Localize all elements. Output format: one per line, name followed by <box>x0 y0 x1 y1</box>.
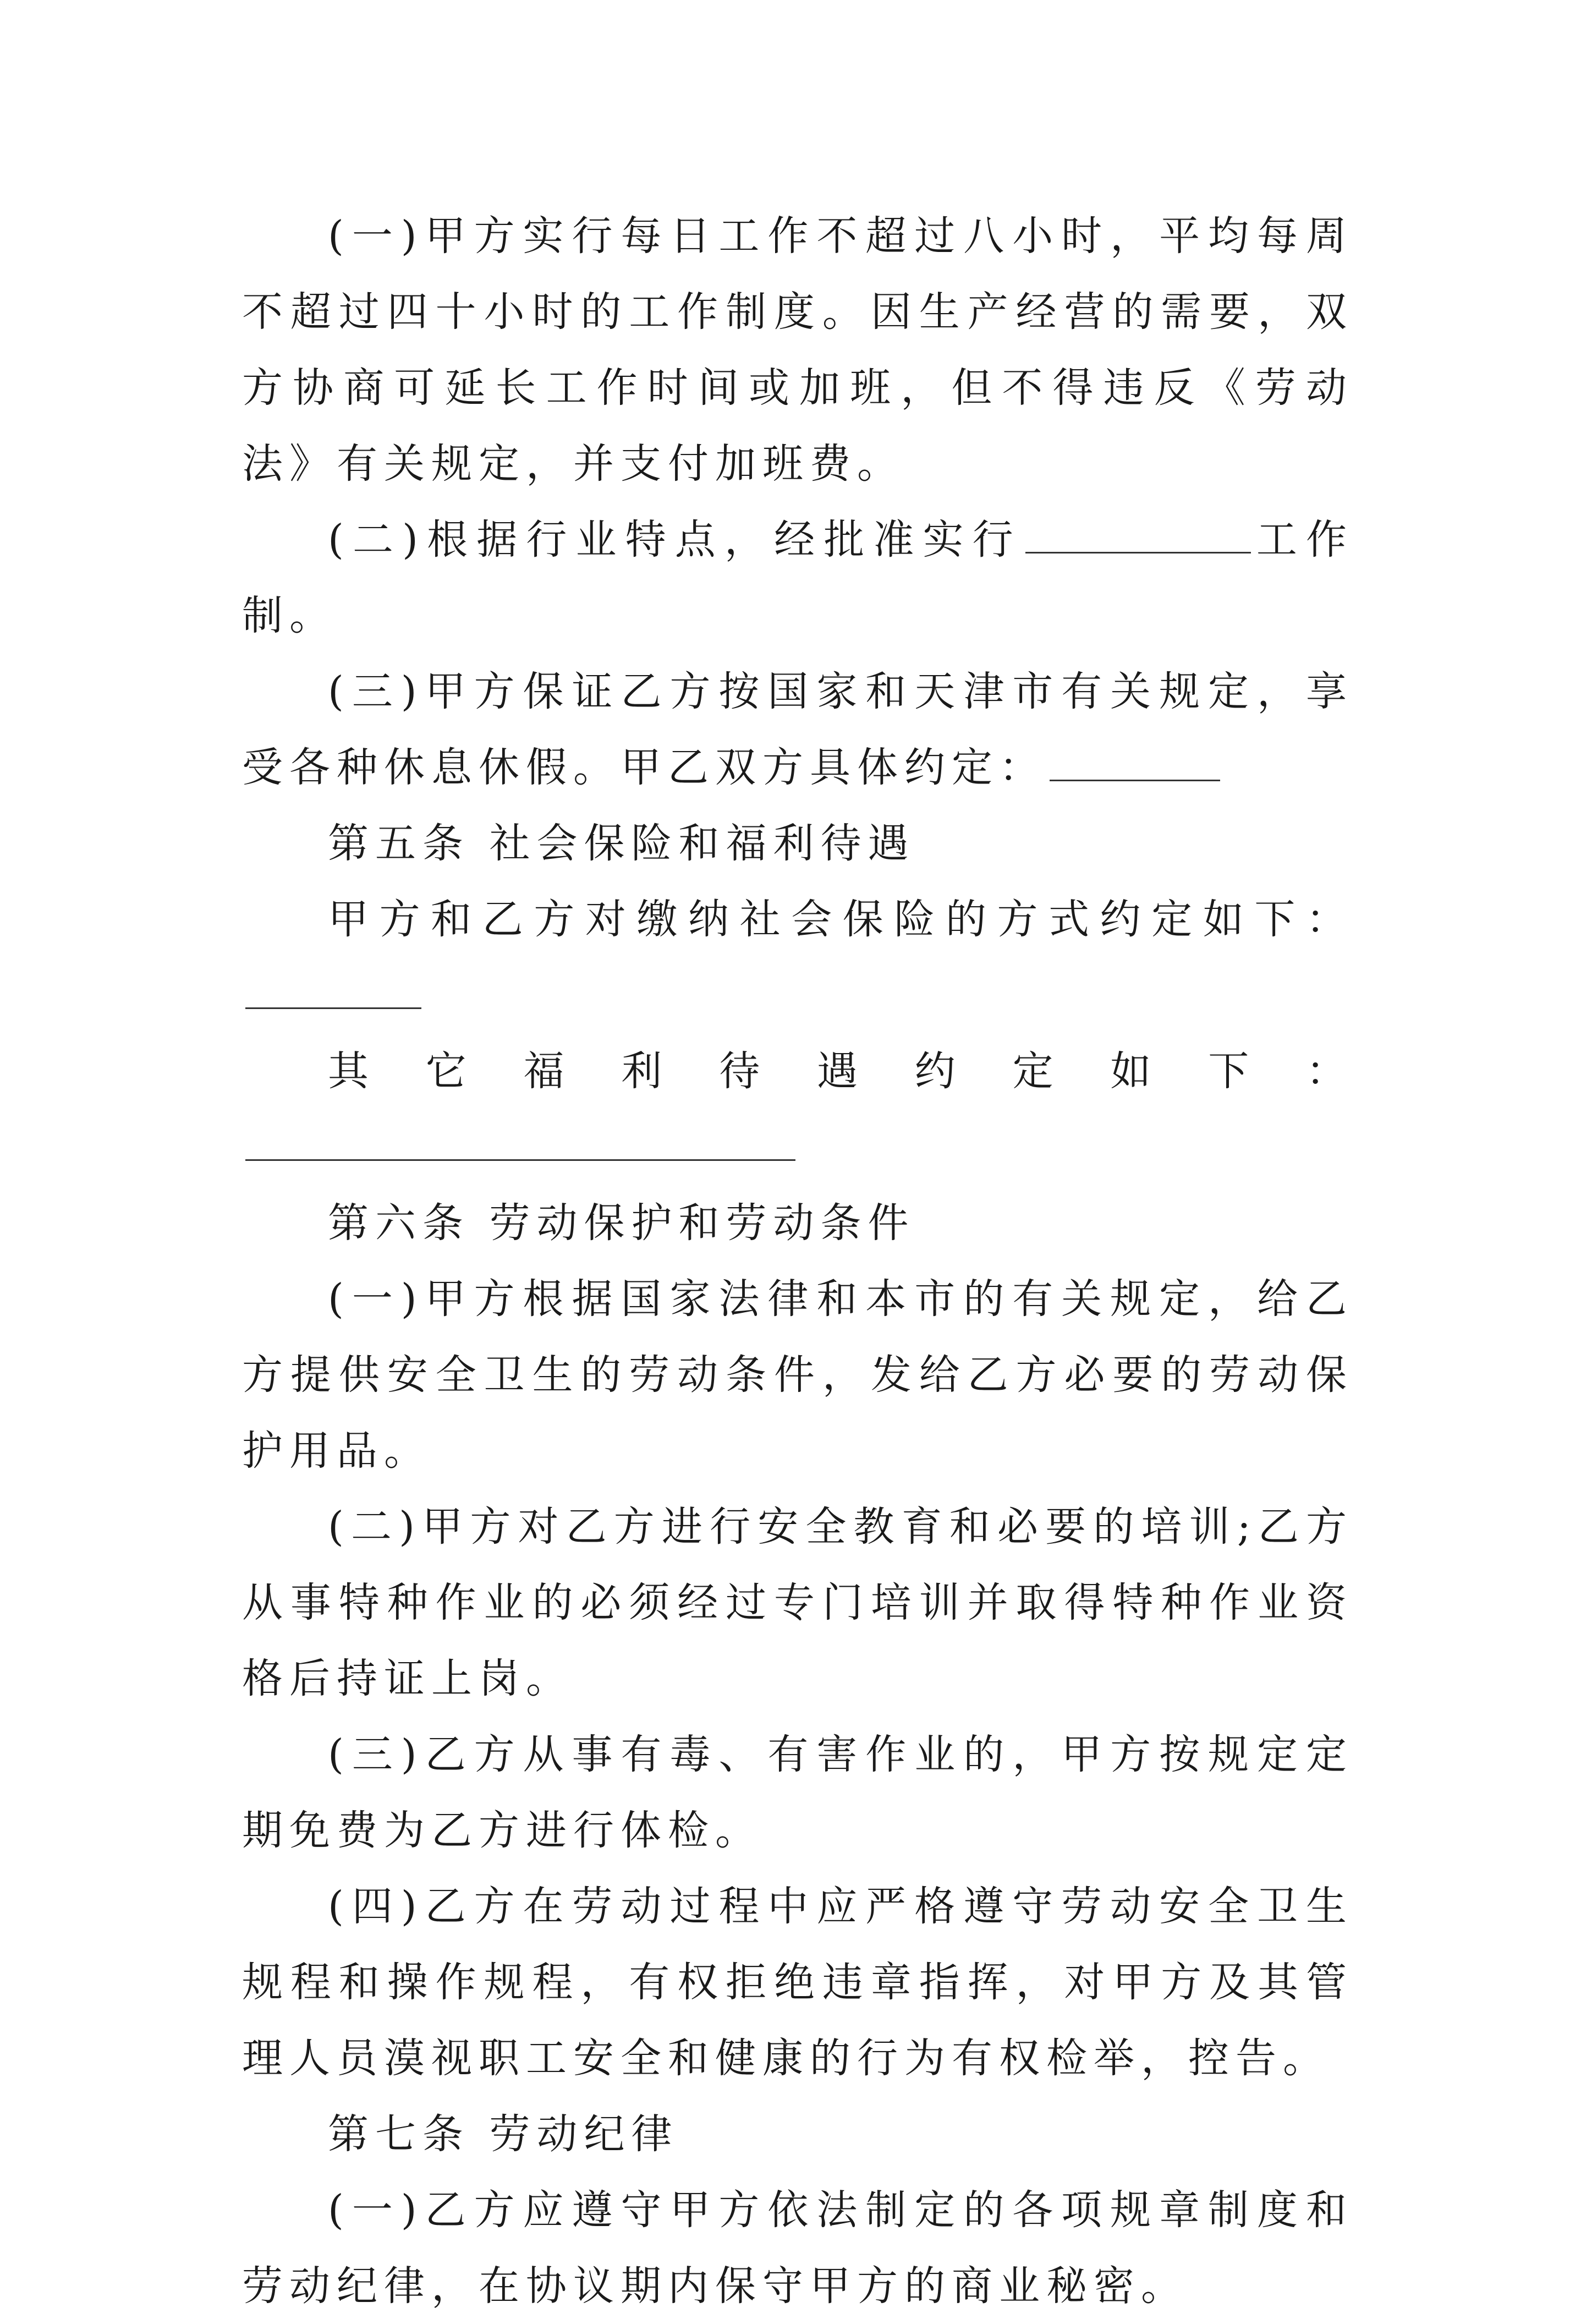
clause-7-heading: 第七条 劳动纪律 <box>328 2111 679 2158</box>
clause-5-other-benefits-text: 其它福利待遇约定如下： <box>328 1048 1353 1095</box>
clause-6-item-3: (三)乙方从事有毒、有害作业的，甲方按规定定期免费为乙方进行体检。 <box>242 1731 1353 1854</box>
clause-4-item-1: (一)甲方实行每日工作不超过八小时，平均每周不超过四十小时的工作制度。因生产经营的需要，双方协商可延长工作时间或加班，但不得违反《劳动法》有关规定，并支付加班费。 <box>242 212 1353 487</box>
clause-6-item-1: (一)甲方根据国家法律和本市的有关规定，给乙方提供安全卫生的劳动条件，发给乙方必要的劳动保护用品。 <box>242 1275 1353 1475</box>
work-system-blank[interactable] <box>1025 509 1251 553</box>
clause-4-item-3-text: (三)甲方保证乙方按国家和天津市有关规定，享受各种休息休假。甲乙双方具体约定： <box>242 668 1353 791</box>
clause-6-item-2: (二)甲方对乙方进行安全教育和必要的培训;乙方从事特种作业的必须经过专门培训并取得特种作业资格后持证上岗。 <box>242 1503 1353 1702</box>
clause-5-social-insurance-text: 甲方和乙方对缴纳社会保险的方式约定如下： <box>328 896 1353 943</box>
clause-7-item-1: (一)乙方应遵守甲方依法制定的各项规章制度和劳动纪律，在协议期内保守甲方的商业秘密。 <box>242 2186 1353 2310</box>
document-body <box>242 198 1353 2324</box>
clause-4-item-3 <box>242 654 1353 805</box>
other-benefits-blank[interactable] <box>245 1116 795 1161</box>
social-insurance-blank[interactable] <box>245 964 421 1009</box>
clause-6-item-4: (四)乙方在劳动过程中应严格遵守劳动安全卫生规程和操作规程，有权拒绝违章指挥，对甲方及其管理人员漠视职工安全和健康的行为有权检举，控告。 <box>242 1883 1353 2082</box>
clause-5-heading: 第五条 社会保险和福利待遇 <box>328 820 915 867</box>
leave-agreement-blank[interactable] <box>1050 737 1220 781</box>
clause-4-item-2-suffix: 工作制。 <box>242 516 1353 639</box>
clause-5-social-insurance <box>242 881 1353 1033</box>
clause-6-heading: 第六条 劳动保护和劳动条件 <box>328 1199 915 1247</box>
clause-5-other-benefits <box>242 1033 1353 1185</box>
clause-4-item-2-text: (二)根据行业特点，经批准实行 <box>328 516 1022 563</box>
clause-4-item-2 <box>242 502 1353 654</box>
